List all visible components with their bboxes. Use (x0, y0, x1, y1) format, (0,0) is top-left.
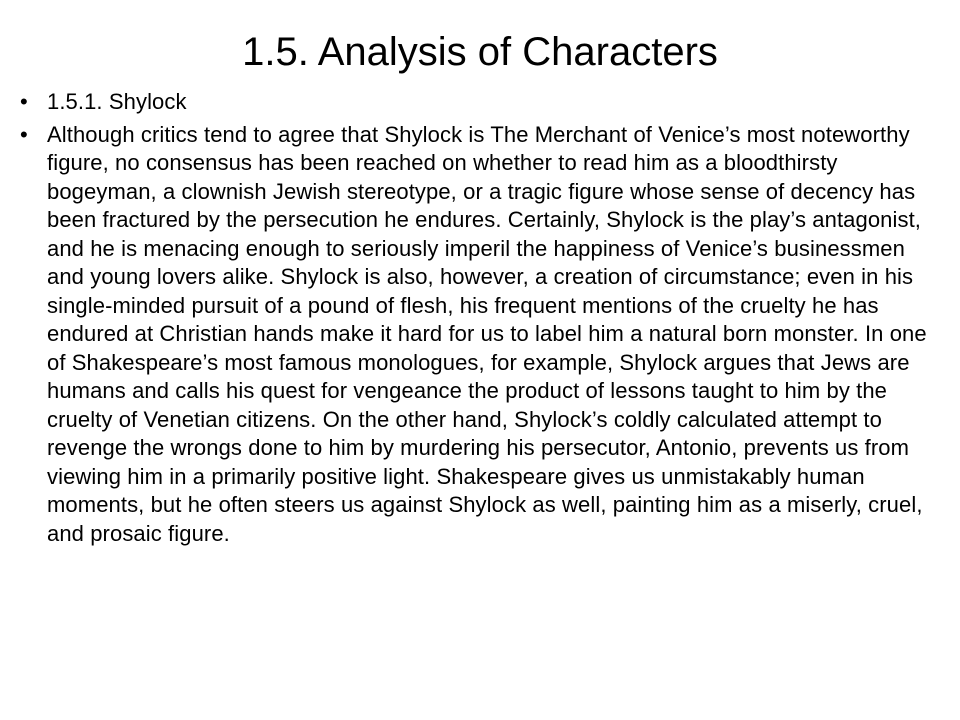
bullet-list (20, 88, 940, 552)
bullet-marker: • (20, 121, 28, 147)
bullet-text-subheading: 1.5.1. Shylock (47, 89, 187, 114)
bullet-item-heading (20, 88, 940, 117)
bullet-marker: • (20, 89, 28, 114)
slide-title: 1.5. Analysis of Characters (242, 30, 718, 74)
bullet-item-body (20, 121, 940, 549)
bullet-text-paragraph: Although critics tend to agree that Shylock is The Merchant of Venice’s most noteworthy figure, no consensus has been reached on whether to read him as a bloodthirsty bogeyman, a clownish Jewish stereotype, or a tragic figure whose sense of decency has been fractured by the persecution he endures. Certainly, Shylock is the play’s antagonist, and he is menacing enough to seriously imperil the happiness of Venice’s businessmen and young lovers alike. Shylock is also, however, a creation of circumstance; even in his single-minded pursuit of a pound of flesh, his frequent mentions of the cruelty he has endured at Christian hands make it hard for us to label him a natural born monster. In one of Shakespeare’s most famous monologues, for example, Shylock argues that Jews are humans and calls his quest for vengeance the product of lessons taught to him by the cruelty of Venetian citizens. On the other hand, Shylock’s coldly calculated attempt to revenge the wrongs done to him by murdering his persecutor, Antonio, prevents us from viewing him in a primarily positive light. Shakespeare gives us unmistakably human moments, but he often steers us against Shylock as well, painting him as a miserly, cruel, and prosaic figure. (47, 121, 927, 546)
